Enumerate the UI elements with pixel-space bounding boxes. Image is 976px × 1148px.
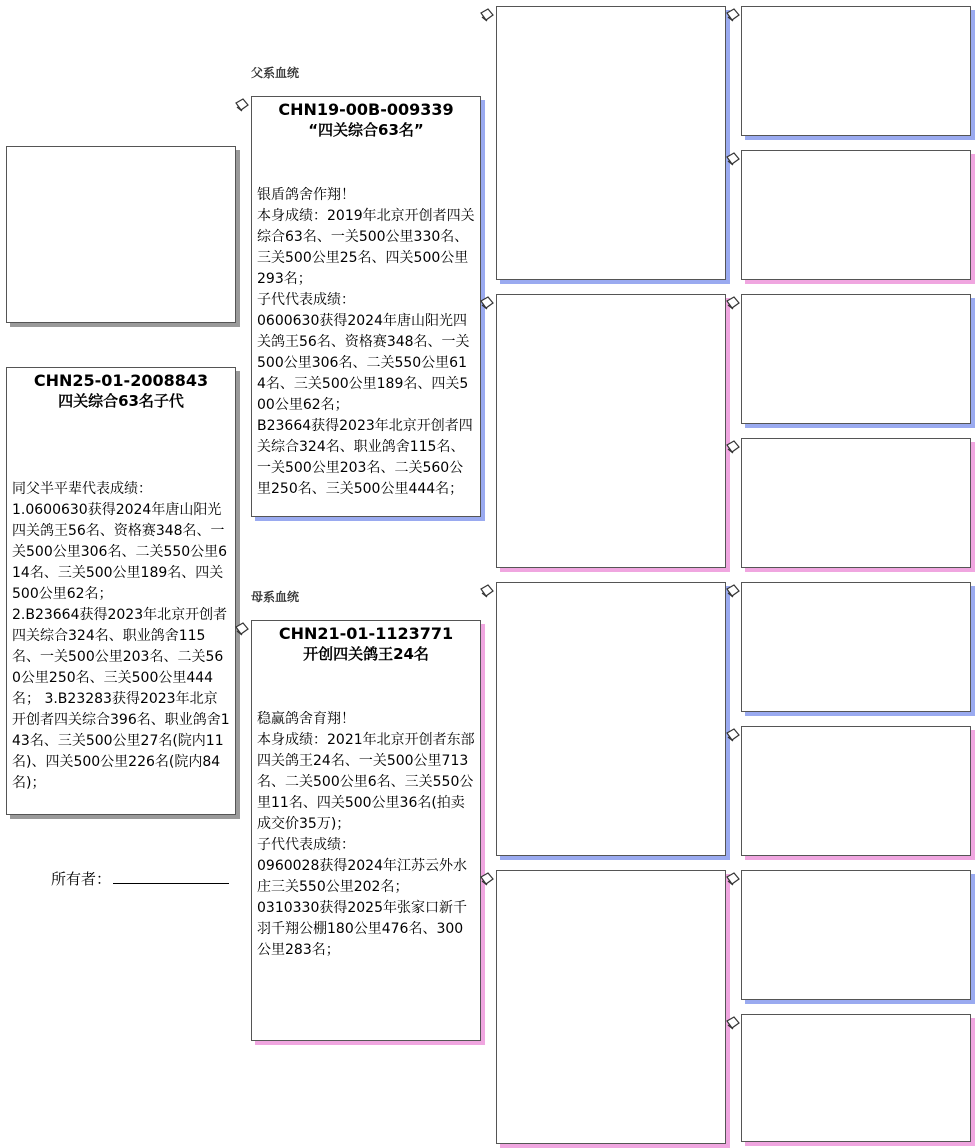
pigeon-ring-icon [725,583,741,599]
photo-frame[interactable] [6,146,236,323]
subject-description: 同父半平辈代表成绩： 1.0600630获得2024年唐山阳光四关鸽王56名、资格赛348名、一关500公里306名、二关550公里614名、三关500公里189名、四关500公里62名； 2.B23664获得2023年北京开创者四关综合324名、职业鸽舍115名、一关500公里203名、二关560公里250名、三关500公里444名； 3.B23283获得2023年北京开创者四关综合396名、职业鸽舍143名、三关500公里27名(院内11名)、四关500公里226名(院内84名)； [12,481,230,791]
gen4-card-8[interactable] [741,1014,971,1142]
pigeon-ring-icon [725,151,741,167]
pigeon-ring-icon [725,1015,741,1031]
pigeon-ring-icon [234,97,250,113]
pigeon-ring-icon [725,439,741,455]
pigeon-ring-icon [234,621,250,637]
subject-ring-number: CHN25-01-2008843 [33,371,209,390]
sire-dam-card[interactable] [496,294,726,568]
dam-description: 稳赢鸽舍育翔！ 本身成绩：2021年北京开创者东部四关鸽王24名、一关500公里713名、二关500公里6名、三关550公里11名、四关500公里36名(拍卖成交价35万)； 子代代表成绩： 0960028获得2024年江苏云外水庄三关550公里202名； 0310330获得2025年张家口新千羽千翔公棚180公里476名、300公里283名； [257,711,475,958]
sire-description: 银盾鸽舍作翔！ 本身成绩：2019年北京开创者四关综合63名、一关500公里330名、三关500公里25名、四关500公里293名； 子代代表成绩： 0600630获得2024年唐山阳光四关鸽王56名、资格赛348名、一关500公里306名、二关550公里614名、三关500公里189名、四关500公里62名； B23664获得2023年北京开创者四关综合324名、职业鸽舍115名、一关500公里203名、二关560公里250名、三关500公里444名； [257,187,475,497]
sire-card[interactable] [251,96,481,517]
pigeon-ring-icon [479,295,495,311]
pigeon-ring-icon [725,727,741,743]
dam-section-label: 母系血统 [251,590,300,604]
owner-field [51,868,229,889]
owner-signature-line[interactable] [113,869,229,884]
pigeon-ring-icon [479,7,495,23]
gen4-card-2[interactable] [741,150,971,280]
gen4-card-3[interactable] [741,294,971,424]
pigeon-ring-icon [479,583,495,599]
pigeon-ring-icon [479,871,495,887]
sire-ring-number: CHN19-00B-009339 [278,100,454,119]
sire-section-label: 父系血统 [251,66,300,80]
pigeon-ring-icon [725,871,741,887]
pigeon-ring-icon [725,295,741,311]
subject-card[interactable] [6,367,236,815]
gen4-card-6[interactable] [741,726,971,856]
sire-sire-card[interactable] [496,6,726,280]
gen4-card-4[interactable] [741,438,971,568]
sire-title: “四关综合63名” [308,121,424,139]
gen4-card-7[interactable] [741,870,971,1000]
dam-card[interactable] [251,620,481,1041]
subject-title: 四关综合63名子代 [58,392,184,410]
dam-dam-card[interactable] [496,870,726,1144]
pigeon-ring-icon [725,7,741,23]
dam-title: 开创四关鸽王24名 [303,645,429,663]
gen4-card-5[interactable] [741,582,971,712]
gen4-card-1[interactable] [741,6,971,136]
owner-label: 所有者： [51,870,112,888]
dam-ring-number: CHN21-01-1123771 [278,624,454,643]
dam-sire-card[interactable] [496,582,726,856]
